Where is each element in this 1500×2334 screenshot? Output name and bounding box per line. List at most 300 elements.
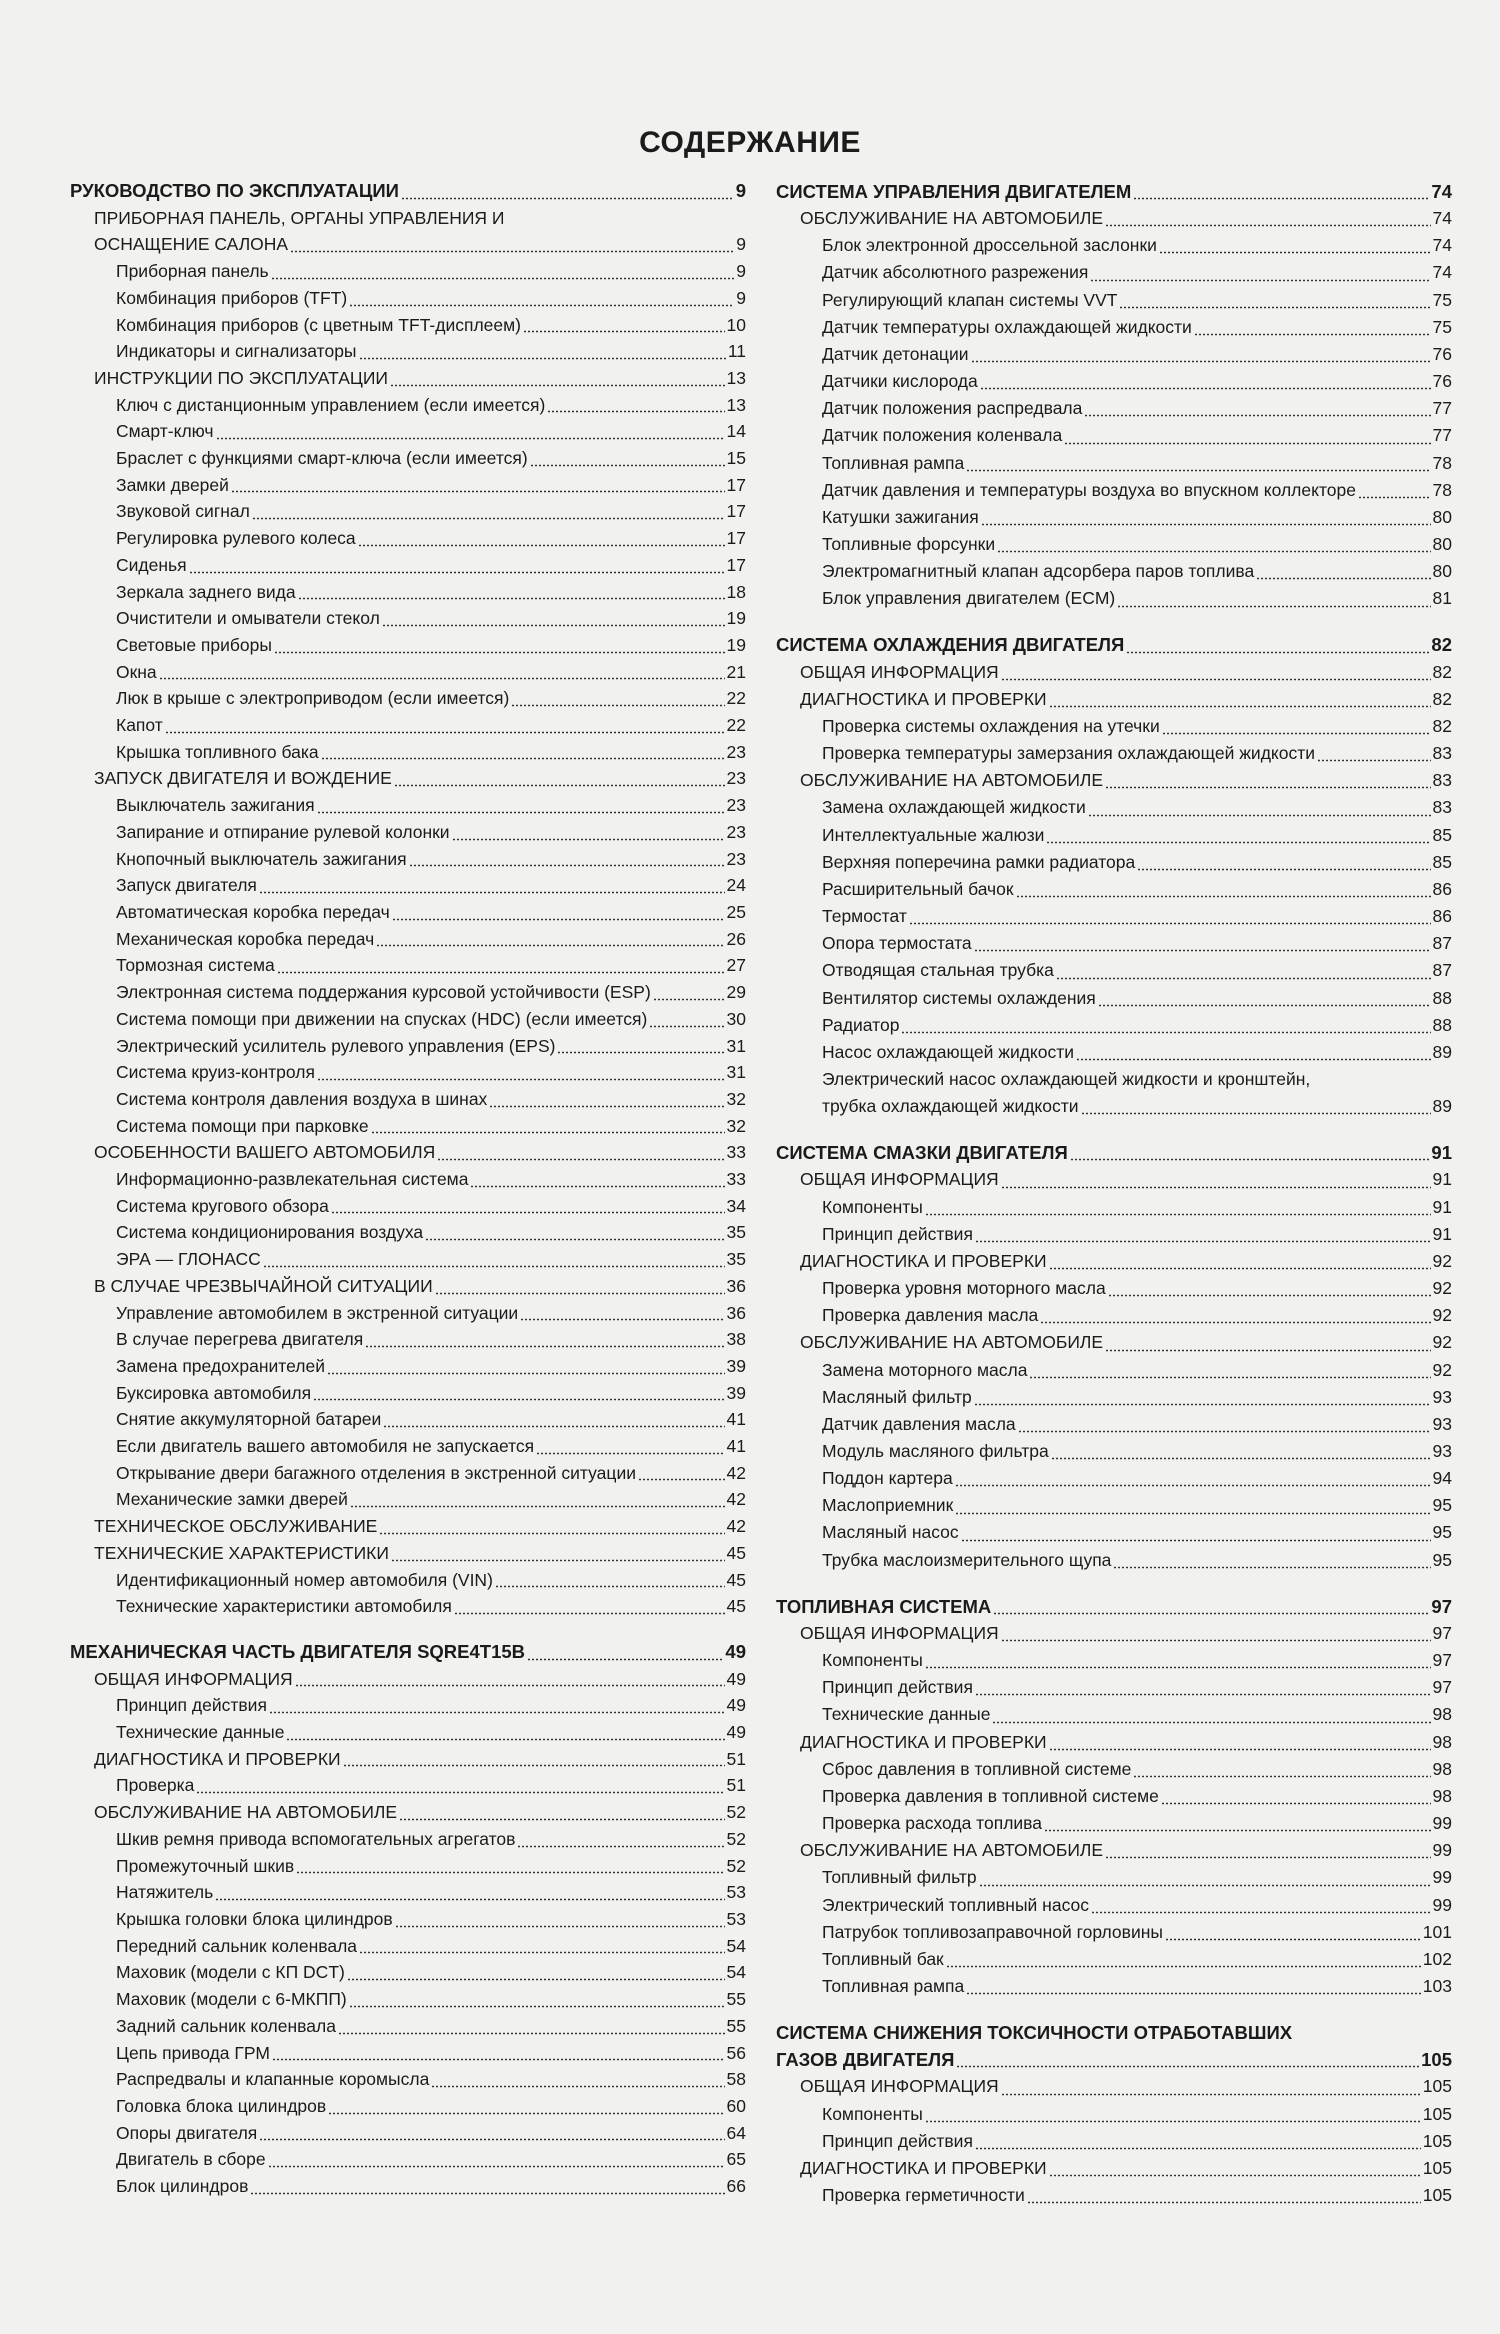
toc-item: [70, 846, 746, 873]
toc-dot-leader: [350, 1505, 725, 1508]
toc-entry-title: Датчик положения коленвала: [822, 425, 1063, 446]
toc-section: [70, 1639, 746, 1666]
toc-dot-leader: [409, 864, 725, 867]
toc-item: [776, 232, 1452, 259]
toc-item: [70, 1986, 746, 2013]
toc-page-number: 64: [726, 2122, 746, 2143]
toc-item: [70, 1406, 746, 1433]
toc-page-number: 102: [1422, 1948, 1452, 1969]
toc-item: [70, 1853, 746, 1880]
toc-dot-leader: [216, 437, 725, 440]
toc-item: [70, 1300, 746, 1327]
toc-item: [70, 1353, 746, 1380]
toc-page-number: 33: [726, 1142, 746, 1163]
toc-entry-title: Если двигатель вашего автомобиля не запускается: [116, 1436, 535, 1457]
toc-item: [776, 1357, 1452, 1384]
toc-entry-title: Блок электронной дроссельной заслонки: [822, 235, 1157, 256]
toc-dot-leader: [394, 784, 725, 787]
toc-page-number: 105: [1421, 2049, 1452, 2071]
toc-entry-title: ИНСТРУКЦИИ ПО ЭКСПЛУАТАЦИИ: [94, 367, 388, 388]
toc-dot-leader: [1113, 1566, 1430, 1569]
toc-page-number: 41: [726, 1436, 746, 1457]
toc-dot-leader: [259, 2138, 724, 2141]
toc-dot-leader: [992, 1721, 1430, 1724]
toc-dot-leader: [1001, 1186, 1431, 1189]
toc-page-number: 36: [726, 1275, 746, 1296]
toc-page-number: 97: [1432, 1677, 1452, 1698]
toc-page-number: 52: [726, 1802, 746, 1823]
toc-item: [70, 952, 746, 979]
toc-dot-leader: [1001, 2093, 1421, 2096]
toc-page-number: 82: [1432, 688, 1452, 709]
toc-page-number: 23: [726, 795, 746, 816]
toc-entry-title: Топливные форсунки: [822, 534, 996, 555]
toc-entry-title: ОСОБЕННОСТИ ВАШЕГО АВТОМОБИЛЯ: [94, 1142, 436, 1163]
toc-item: [776, 794, 1452, 821]
toc-entry-title: Управление автомобилем в экстренной ситуации: [116, 1302, 519, 1323]
toc-item: [70, 2013, 746, 2040]
toc-entry-title: Датчик давления масла: [822, 1413, 1016, 1434]
toc-dot-leader: [925, 1213, 1431, 1216]
toc-subsection: [70, 1540, 746, 1567]
toc-dot-leader: [980, 387, 1431, 390]
toc-entry-title: Компоненты: [822, 2103, 923, 2124]
toc-item: [70, 1879, 746, 1906]
toc-page-number: 83: [1432, 770, 1452, 791]
toc-dot-leader: [431, 2085, 724, 2088]
toc-entry-title: ОБСЛУЖИВАНИЕ НА АВТОМОБИЛЕ: [94, 1802, 398, 1823]
toc-page-number: 13: [726, 394, 746, 415]
toc-page-number: 105: [1422, 2076, 1452, 2097]
toc-entry-title: трубка охлаждающей жидкости: [822, 1096, 1079, 1117]
toc-entry-title: Электронная система поддержания курсовой устойчивости (ESP): [116, 982, 651, 1003]
toc-page-number: 45: [726, 1569, 746, 1590]
toc-dot-leader: [165, 731, 725, 734]
toc-item: [776, 558, 1452, 585]
toc-item: [70, 2093, 746, 2120]
toc-dot-leader: [975, 2147, 1421, 2150]
toc-entry-title: ОБЩАЯ ИНФОРМАЦИЯ: [800, 661, 999, 682]
toc-entry-title: Браслет с функциями смарт-ключа (если имеется): [116, 448, 528, 469]
toc-subsection: [776, 1329, 1452, 1356]
toc-dot-leader: [1051, 1457, 1431, 1460]
toc-dot-leader: [1081, 1112, 1431, 1115]
toc-page-number: 91: [1432, 1169, 1452, 1190]
toc-page-number: 30: [726, 1008, 746, 1029]
toc-page-number: 98: [1432, 1758, 1452, 1779]
toc-item: [70, 552, 746, 579]
toc-item: [70, 418, 746, 445]
toc-subsection: [776, 1620, 1452, 1647]
toc-item: [776, 1919, 1452, 1946]
toc-subsection: [70, 1666, 746, 1693]
toc-dot-leader: [349, 2005, 725, 2008]
toc-entry-title: Проверка температуры замерзания охлаждающей жидкости: [822, 743, 1316, 764]
toc-page-number: 23: [726, 821, 746, 842]
toc-entry-title: Технические характеристики автомобиля: [116, 1596, 452, 1617]
toc-item: [70, 392, 746, 419]
toc-entry-title: Приборная панель: [116, 261, 269, 282]
toc-page-number: 14: [726, 421, 746, 442]
toc-page-number: 42: [726, 1489, 746, 1510]
toc-page-number: 22: [726, 715, 746, 736]
toc-item: [776, 1810, 1452, 1837]
toc-entry-title: Идентификационный номер автомобиля (VIN): [116, 1569, 493, 1590]
toc-dot-leader: [1108, 1294, 1431, 1297]
toc-page-number: 95: [1432, 1549, 1452, 1570]
toc-entry-title: Звуковой сигнал: [116, 501, 250, 522]
toc-section: [70, 178, 746, 205]
toc-entry-title: Шкив ремня привода вспомогательных агрегатов: [116, 1828, 516, 1849]
toc-dot-leader: [159, 677, 725, 680]
toc-entry-title: В случае перегрева двигателя: [116, 1329, 364, 1350]
toc-dot-leader: [272, 2058, 725, 2061]
toc-dot-leader: [1088, 814, 1431, 817]
toc-page-number: 95: [1432, 1495, 1452, 1516]
toc-item: [70, 1567, 746, 1594]
toc-page-number: 9: [736, 261, 746, 282]
toc-page-number: 51: [726, 1748, 746, 1769]
toc-entry-title: Натяжитель: [116, 1882, 214, 1903]
toc-item: [70, 1593, 746, 1620]
toc-entry-title: Маховик (модели с 6-МКПП): [116, 1989, 347, 2010]
toc-item: [776, 2101, 1452, 2128]
toc-dot-leader: [313, 1398, 724, 1401]
toc-entry-title: Проверка давления в топливной системе: [822, 1785, 1159, 1806]
toc-dot-leader: [1070, 1158, 1430, 1161]
toc-dot-leader: [1194, 333, 1431, 336]
toc-dot-leader: [1137, 868, 1430, 871]
toc-dot-leader: [286, 1738, 724, 1741]
toc-item: [70, 1460, 746, 1487]
toc-section: [776, 2046, 1452, 2073]
toc-dot-leader: [1162, 732, 1431, 735]
toc-dot-leader: [327, 1372, 725, 1375]
toc-page-number: 89: [1432, 1096, 1452, 1117]
toc-entry-title: ТЕХНИЧЕСКИЕ ХАРАКТЕРИСТИКИ: [94, 1542, 389, 1563]
toc-dot-leader: [1044, 1829, 1431, 1832]
toc-page-number: 55: [726, 1989, 746, 2010]
toc-subsection: [70, 1139, 746, 1166]
toc-page-number: 74: [1431, 180, 1452, 202]
toc-page-number: 98: [1432, 1731, 1452, 1752]
toc-page-number: 31: [726, 1062, 746, 1083]
toc-page-number: 58: [726, 2069, 746, 2090]
toc-dot-leader: [365, 1345, 724, 1348]
toc-section: [776, 178, 1452, 205]
toc-dot-leader: [391, 1559, 725, 1562]
toc-entry-title: Крышка топливного бака: [116, 741, 319, 762]
toc-entry-title: Выключатель зажигания: [116, 795, 315, 816]
toc-page-number: 93: [1432, 1386, 1452, 1407]
toc-dot-leader: [296, 1871, 724, 1874]
toc-item: [70, 1380, 746, 1407]
toc-page-number: 55: [726, 2015, 746, 2036]
toc-dot-leader: [649, 1025, 724, 1028]
toc-page-number: 33: [726, 1169, 746, 1190]
toc-page-number: 17: [726, 474, 746, 495]
toc-entry-title: Маслоприемник: [822, 1495, 954, 1516]
toc-item: [776, 1547, 1452, 1574]
toc-item: [776, 1946, 1452, 1973]
toc-dot-leader: [901, 1031, 1430, 1034]
toc-page-number: 88: [1432, 987, 1452, 1008]
toc-page-number: 97: [1432, 1650, 1452, 1671]
toc-entry-title: Топливная рампа: [822, 1975, 965, 1996]
toc-item: [70, 525, 746, 552]
toc-dot-leader: [653, 998, 725, 1001]
toc-page-number: 97: [1431, 1595, 1452, 1617]
toc-page-number: 91: [1432, 1196, 1452, 1217]
toc-page-number: 91: [1431, 1142, 1452, 1164]
toc-item: [776, 504, 1452, 531]
toc-entry-title: Механическая коробка передач: [116, 928, 375, 949]
toc-page-number: 49: [726, 1695, 746, 1716]
toc-dot-leader: [1165, 1938, 1421, 1941]
toc-entry-title: Система кондиционирования воздуха: [116, 1222, 424, 1243]
toc-page-number: 56: [726, 2042, 746, 2063]
toc-page-number: 92: [1432, 1359, 1452, 1380]
toc-entry-title: Маховик (модели с КП DCT): [116, 1962, 345, 1983]
toc-entry-title: Вентилятор системы охлаждения: [822, 987, 1096, 1008]
toc-item: [776, 1465, 1452, 1492]
toc-item: [70, 2146, 746, 2173]
toc-item: [776, 1864, 1452, 1891]
toc-item: [776, 1756, 1452, 1783]
toc-item: [70, 1959, 746, 1986]
toc-item: [70, 1086, 746, 1113]
toc-page-number: 22: [726, 688, 746, 709]
toc-item: [776, 1647, 1452, 1674]
toc-entry-title: Принцип действия: [822, 2130, 973, 2151]
toc-entry-title: Снятие аккумуляторной батареи: [116, 1409, 382, 1430]
page-title: СОДЕРЖАНИЕ: [639, 126, 861, 159]
toc-page-number: 53: [726, 1909, 746, 1929]
toc-entry-title: СИСТЕМА ОХЛАЖДЕНИЯ ДВИГАТЕЛЯ: [776, 634, 1125, 656]
toc-dot-leader: [425, 1238, 724, 1241]
toc-dot-leader: [536, 1452, 724, 1455]
toc-item: [776, 395, 1452, 422]
toc-dot-leader: [1076, 1058, 1430, 1061]
toc-item: [776, 585, 1452, 612]
toc-item: [776, 1892, 1452, 1919]
toc-page-number: 45: [726, 1542, 746, 1563]
toc-entry-title: ОБСЛУЖИВАНИЕ НА АВТОМОБИЛЕ: [800, 770, 1104, 791]
toc-entry-title: Принцип действия: [822, 1677, 973, 1698]
toc-entry-title: ТЕХНИЧЕСКОЕ ОБСЛУЖИВАНИЕ: [94, 1516, 378, 1537]
toc-subsection: [776, 1837, 1452, 1864]
toc-entry-title: ОБСЛУЖИВАНИЕ НА АВТОМОБИЛЕ: [800, 208, 1104, 229]
toc-entry-title: Запуск двигателя: [116, 875, 257, 896]
toc-page-number: 93: [1432, 1441, 1452, 1462]
toc-page-number: 89: [1432, 1041, 1452, 1062]
toc-item: [70, 579, 746, 606]
toc-item: [70, 2120, 746, 2147]
toc-item: [70, 312, 746, 339]
toc-page-number: 9: [736, 234, 746, 255]
toc-section: [776, 1593, 1452, 1620]
toc-subsection: [776, 659, 1452, 686]
toc-dot-leader: [1016, 895, 1431, 898]
toc-entry-title: ОБЩАЯ ИНФОРМАЦИЯ: [800, 1169, 999, 1190]
toc-entry-title: Опоры двигателя: [116, 2122, 258, 2143]
toc-item: [70, 1772, 746, 1799]
toc-item: [776, 259, 1452, 286]
toc-entry-title: Двигатель в сборе: [116, 2149, 266, 2170]
toc-page-number: 27: [726, 955, 746, 976]
toc-page-number: 45: [726, 1596, 746, 1617]
toc-item: [70, 1193, 746, 1220]
toc-page-number: 94: [1432, 1468, 1452, 1489]
toc-item: [70, 1219, 746, 1246]
toc-item: [70, 1486, 746, 1513]
toc-page-number: 15: [726, 448, 746, 469]
toc-subsection: [776, 1729, 1452, 1756]
toc-entry-title: Запирание и отпирание рулевой колонки: [116, 821, 450, 842]
toc-entry-title: Интеллектуальные жалюзи: [822, 824, 1045, 845]
toc-dot-leader: [189, 571, 725, 574]
toc-dot-leader: [290, 250, 734, 253]
toc-section: [776, 1139, 1452, 1166]
toc-item: [776, 1194, 1452, 1221]
toc-entry-title: Электрический усилитель рулевого управления (EPS): [116, 1035, 556, 1056]
toc-dot-leader: [1049, 1267, 1431, 1270]
toc-page-number: 78: [1432, 479, 1452, 500]
toc-entry-title: Окна: [116, 661, 157, 682]
toc-page-number: 99: [1432, 1813, 1452, 1834]
toc-subsection: [776, 1248, 1452, 1275]
toc-entry-title: Проверка системы охлаждения на утечки: [822, 715, 1160, 736]
toc-item: [776, 849, 1452, 876]
toc-item: [776, 822, 1452, 849]
toc-item: [70, 1719, 746, 1746]
toc-entry-title: Блок цилиндров: [116, 2176, 249, 2197]
toc-dot-leader: [1027, 2201, 1421, 2204]
toc-entry-title: Проверка: [116, 1775, 195, 1796]
toc-entry-title: Автоматическая коробка передач: [116, 901, 390, 922]
toc-dot-leader: [1098, 1004, 1431, 1007]
toc-page-number: 9: [735, 180, 746, 201]
toc-dot-leader: [974, 949, 1431, 952]
toc-entry-title: Принцип действия: [822, 1223, 973, 1244]
toc-item: [776, 1302, 1452, 1329]
toc-item: [70, 2066, 746, 2093]
toc-page-number: 74: [1432, 208, 1452, 229]
toc-page-number: 35: [726, 1249, 746, 1270]
toc-page-number: 105: [1422, 2103, 1452, 2124]
toc-page-number: 54: [726, 1962, 746, 1983]
toc-entry-title: Блок управления двигателем (ECM): [822, 588, 1116, 609]
toc-dot-leader: [274, 651, 725, 654]
toc-dot-leader: [638, 1478, 725, 1481]
toc-page-number: 95: [1432, 1522, 1452, 1543]
toc-dot-leader: [252, 517, 725, 520]
toc-entry-title: Кнопочный выключатель зажигания: [116, 848, 407, 869]
toc-page-number: 42: [726, 1462, 746, 1483]
toc-page-number: 92: [1432, 1305, 1452, 1326]
toc-page-number: 105: [1422, 2157, 1452, 2178]
toc-entry-title: Датчик температуры охлаждающей жидкости: [822, 316, 1192, 337]
toc-dot-leader: [395, 1925, 725, 1928]
toc-page-number: 83: [1432, 743, 1452, 764]
toc-page-number: 92: [1432, 1278, 1452, 1299]
toc-item: [70, 2173, 746, 2200]
toc-subsection: [70, 1746, 746, 1773]
toc-dot-leader: [979, 1884, 1431, 1887]
toc-page-number: 52: [726, 1855, 746, 1876]
toc-entry-title: МЕХАНИЧЕСКАЯ ЧАСТЬ ДВИГАТЕЛЯ SQRE4T15B: [70, 1640, 526, 1662]
toc-dot-leader: [1001, 1639, 1431, 1642]
toc-entry-title: ДИАГНОСТИКА И ПРОВЕРКИ: [800, 1731, 1047, 1752]
toc-dot-leader: [1256, 577, 1430, 580]
toc-item: [70, 1692, 746, 1719]
toc-entry-title: ЗАПУСК ДВИГАТЕЛЯ И ВОЖДЕНИЕ: [94, 768, 392, 789]
toc-page-number: 82: [1432, 661, 1452, 682]
toc-page-number: 51: [726, 1775, 746, 1796]
toc-section: [776, 632, 1452, 659]
toc-dot-leader: [925, 1666, 1431, 1669]
toc-entry-title: ДИАГНОСТИКА И ПРОВЕРКИ: [94, 1748, 341, 1769]
toc-item: [70, 1059, 746, 1086]
toc-dot-leader: [382, 624, 725, 627]
toc-page-number: 98: [1432, 1704, 1452, 1725]
toc-entry-title: Датчик положения распредвала: [822, 398, 1083, 419]
toc-entry-title: Проверка расхода топлива: [822, 1813, 1043, 1834]
toc-entry-title: Технические данные: [822, 1704, 991, 1725]
toc-entry-title: Люк в крыше с электроприводом (если имеется): [116, 688, 510, 709]
toc-entry-title: Задний сальник коленвала: [116, 2015, 336, 2036]
toc-entry-title: Система контроля давления воздуха в шинах: [116, 1088, 488, 1109]
toc-dot-leader: [454, 1612, 725, 1615]
toc-dot-leader: [215, 1898, 724, 1901]
toc-item: [776, 985, 1452, 1012]
toc-entry-title: Ключ с дистанционным управлением (если имеется): [116, 394, 546, 415]
toc-entry-title: Открывание двери багажного отделения в экстренной ситуации: [116, 1462, 636, 1483]
toc-dot-leader: [317, 811, 725, 814]
toc-entry-title: Система помощи при движении на спусках (HDC) (если имеется): [116, 1008, 648, 1029]
toc-dot-leader: [975, 1240, 1431, 1243]
toc-entry-title: Замки дверей: [116, 474, 229, 495]
toc-page-number: 65: [726, 2149, 746, 2170]
toc-subsection: [776, 2073, 1452, 2100]
toc-page-number: 17: [726, 501, 746, 522]
toc-dot-leader: [359, 357, 726, 360]
toc-dot-leader: [547, 410, 724, 413]
toc-page-number: 49: [726, 1722, 746, 1743]
toc-item: [776, 314, 1452, 341]
toc-entry-title: Опора термостата: [822, 933, 972, 954]
toc-dot-leader: [530, 464, 725, 467]
toc-dot-leader: [1105, 224, 1430, 227]
toc-subsection: [776, 767, 1452, 794]
toc-entry-title: Масляный фильтр: [822, 1386, 972, 1407]
toc-dot-leader: [347, 1978, 725, 1981]
toc-item: [776, 1783, 1452, 1810]
toc-entry-title: Насос охлаждающей жидкости: [822, 1041, 1075, 1062]
toc-entry-title: Датчик абсолютного разрежения: [822, 262, 1089, 283]
toc-item: [776, 1093, 1452, 1120]
toc-item: [70, 1433, 746, 1460]
toc-subsection: [70, 765, 746, 792]
toc-dot-leader: [1105, 1349, 1430, 1352]
toc-page-number: 99: [1432, 1894, 1452, 1915]
toc-page-number: 105: [1422, 2130, 1452, 2151]
toc-page-number: 13: [726, 367, 746, 388]
toc-page-number: 52: [726, 1828, 746, 1849]
toc-dot-leader: [343, 1764, 725, 1767]
toc-page-number: 49: [726, 1668, 746, 1689]
toc-item: [776, 1384, 1452, 1411]
